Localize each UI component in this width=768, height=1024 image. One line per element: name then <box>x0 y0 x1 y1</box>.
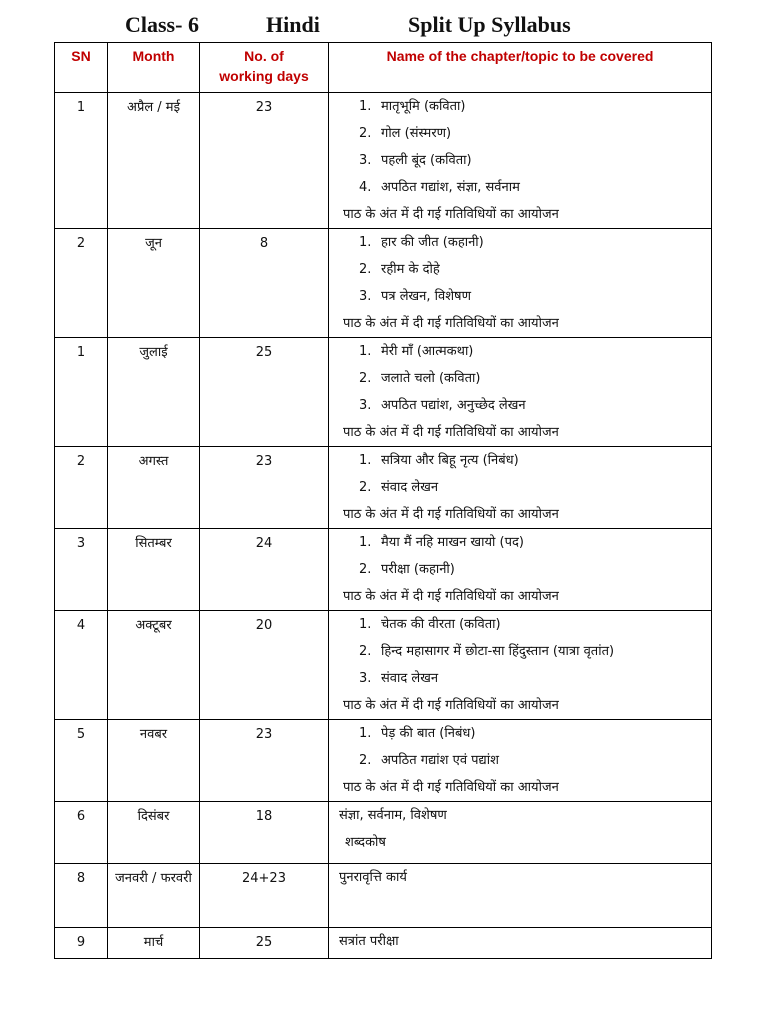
chapter-text: हिन्द महासागर में छोटा-सा हिंदुस्तान (यात्रा वृतांत) <box>381 644 615 659</box>
table-row <box>55 338 712 447</box>
list-number: 1. <box>359 535 372 550</box>
list-number: 1. <box>359 726 372 741</box>
chapter-item <box>335 286 711 313</box>
col-header-topic: Name of the chapter/topic to be covered <box>329 43 712 93</box>
col-header-days-line1: No. of <box>244 48 284 64</box>
list-number: 2. <box>359 562 372 577</box>
row-working-days: 23 <box>200 720 329 802</box>
syllabus-table <box>54 42 712 959</box>
chapter-text: अपठित गद्यांश, संज्ञा, सर्वनाम <box>381 180 520 195</box>
row-topics <box>329 529 712 611</box>
chapter-text: पत्र लेखन, विशेषण <box>381 289 471 304</box>
table-body <box>55 93 712 959</box>
chapter-list <box>335 532 711 586</box>
row-topics <box>329 611 712 720</box>
row-sn: 8 <box>55 864 108 928</box>
chapter-item <box>335 532 711 559</box>
chapter-text: परीक्षा (कहानी) <box>381 562 455 577</box>
chapter-list <box>335 450 711 504</box>
row-sn: 6 <box>55 802 108 864</box>
row-topics <box>329 802 712 864</box>
chapter-list <box>335 232 711 313</box>
chapter-item <box>335 123 711 150</box>
chapter-text: जलाते चलो (कविता) <box>381 371 481 386</box>
table-row <box>55 802 712 864</box>
activity-note: पाठ के अंत में दी गई गतिविधियों का आयोजन <box>343 698 559 713</box>
chapter-text: चेतक की वीरता (कविता) <box>381 617 501 632</box>
chapter-text: सत्रिया और बिहू नृत्य (निबंध) <box>381 453 519 468</box>
row-sn: 9 <box>55 928 108 959</box>
row-topics <box>329 864 712 928</box>
row-month: अक्टूबर <box>108 611 200 720</box>
row-topics <box>329 928 712 959</box>
row-sn: 1 <box>55 93 108 229</box>
chapter-text: मैया मैं नहि माखन खायो (पद) <box>381 535 524 550</box>
row-month: जनवरी / फरवरी <box>108 864 200 928</box>
row-month: नवबर <box>108 720 200 802</box>
row-working-days: 23 <box>200 93 329 229</box>
activity-note: पाठ के अंत में दी गई गतिविधियों का आयोजन <box>343 316 559 331</box>
row-working-days: 24+23 <box>200 864 329 928</box>
table-row <box>55 720 712 802</box>
chapter-item <box>335 395 711 422</box>
row-sn: 2 <box>55 229 108 338</box>
table-row <box>55 529 712 611</box>
chapter-text: अपठित गद्यांश एवं पद्यांश <box>381 753 499 768</box>
list-number: 2. <box>359 126 372 141</box>
table-header-row <box>55 43 712 93</box>
list-number: 3. <box>359 398 372 413</box>
chapter-list <box>335 341 711 422</box>
table-row <box>55 93 712 229</box>
topic-line: संज्ञा, सर्वनाम, विशेषण <box>339 808 447 823</box>
chapter-text: गोल (संस्मरण) <box>381 126 452 141</box>
row-month: जून <box>108 229 200 338</box>
row-topics <box>329 447 712 529</box>
row-sn: 3 <box>55 529 108 611</box>
topic-line: पुनरावृत्ति कार्य <box>339 870 407 885</box>
doc-title: Split Up Syllabus <box>408 12 571 37</box>
chapter-item <box>335 177 711 204</box>
row-working-days: 25 <box>200 338 329 447</box>
row-month: जुलाई <box>108 338 200 447</box>
table-row <box>55 611 712 720</box>
table-row <box>55 928 712 959</box>
list-number: 4. <box>359 180 372 195</box>
activity-note: पाठ के अंत में दी गई गतिविधियों का आयोजन <box>343 589 559 604</box>
topic-line: सत्रांत परीक्षा <box>339 934 399 949</box>
table-row <box>55 447 712 529</box>
col-header-sn: SN <box>55 43 108 93</box>
subject-label: Hindi <box>266 12 320 37</box>
col-header-working-days <box>200 43 329 93</box>
row-topics <box>329 229 712 338</box>
row-sn: 5 <box>55 720 108 802</box>
row-working-days: 25 <box>200 928 329 959</box>
row-working-days: 23 <box>200 447 329 529</box>
list-number: 1. <box>359 235 372 250</box>
row-topics <box>329 338 712 447</box>
col-header-days-line2: working days <box>219 68 309 84</box>
row-month: अगस्त <box>108 447 200 529</box>
col-header-month: Month <box>108 43 200 93</box>
list-number: 3. <box>359 289 372 304</box>
chapter-text: रहीम के दोहे <box>381 262 440 277</box>
chapter-item <box>335 477 711 504</box>
chapter-item <box>335 559 711 586</box>
list-number: 2. <box>359 753 372 768</box>
chapter-text: हार की जीत (कहानी) <box>381 235 484 250</box>
list-number: 1. <box>359 344 372 359</box>
chapter-item <box>335 96 711 123</box>
row-month: अप्रैल / मई <box>108 93 200 229</box>
chapter-item <box>335 150 711 177</box>
row-working-days: 18 <box>200 802 329 864</box>
chapter-text: पहली बूंद (कविता) <box>381 153 472 168</box>
list-number: 2. <box>359 644 372 659</box>
chapter-text: संवाद लेखन <box>381 480 439 495</box>
document-title <box>0 10 768 40</box>
chapter-item <box>335 259 711 286</box>
chapter-item <box>335 341 711 368</box>
table-row <box>55 229 712 338</box>
topic-line: शब्दकोष <box>345 835 386 850</box>
row-topics <box>329 93 712 229</box>
chapter-text: पेड़ की बात (निबंध) <box>381 726 476 741</box>
chapter-item <box>335 750 711 777</box>
class-label: Class- 6 <box>125 12 199 37</box>
chapter-text: संवाद लेखन <box>381 671 439 686</box>
table-row <box>55 864 712 928</box>
chapter-item <box>335 614 711 641</box>
row-month: सितम्बर <box>108 529 200 611</box>
chapter-item <box>335 723 711 750</box>
list-number: 2. <box>359 480 372 495</box>
row-month: मार्च <box>108 928 200 959</box>
list-number: 1. <box>359 617 372 632</box>
activity-note: पाठ के अंत में दी गई गतिविधियों का आयोजन <box>343 507 559 522</box>
chapter-item <box>335 450 711 477</box>
list-number: 2. <box>359 262 372 277</box>
row-topics <box>329 720 712 802</box>
chapter-item <box>335 668 711 695</box>
chapter-item <box>335 368 711 395</box>
row-sn: 2 <box>55 447 108 529</box>
activity-note: पाठ के अंत में दी गई गतिविधियों का आयोजन <box>343 425 559 440</box>
list-number: 1. <box>359 99 372 114</box>
row-sn: 4 <box>55 611 108 720</box>
activity-note: पाठ के अंत में दी गई गतिविधियों का आयोजन <box>343 207 559 222</box>
chapter-text: मातृभूमि (कविता) <box>381 99 466 114</box>
chapter-text: अपठित पद्यांश, अनुच्छेद लेखन <box>381 398 526 413</box>
row-working-days: 24 <box>200 529 329 611</box>
list-number: 1. <box>359 453 372 468</box>
chapter-item <box>335 641 711 668</box>
chapter-list <box>335 723 711 777</box>
list-number: 3. <box>359 153 372 168</box>
chapter-item <box>335 232 711 259</box>
row-sn: 1 <box>55 338 108 447</box>
row-month: दिसंबर <box>108 802 200 864</box>
list-number: 2. <box>359 371 372 386</box>
chapter-text: मेरी माँ (आत्मकथा) <box>381 344 474 359</box>
row-working-days: 20 <box>200 611 329 720</box>
chapter-list <box>335 614 711 695</box>
chapter-list <box>335 96 711 204</box>
row-working-days: 8 <box>200 229 329 338</box>
activity-note: पाठ के अंत में दी गई गतिविधियों का आयोजन <box>343 780 559 795</box>
list-number: 3. <box>359 671 372 686</box>
